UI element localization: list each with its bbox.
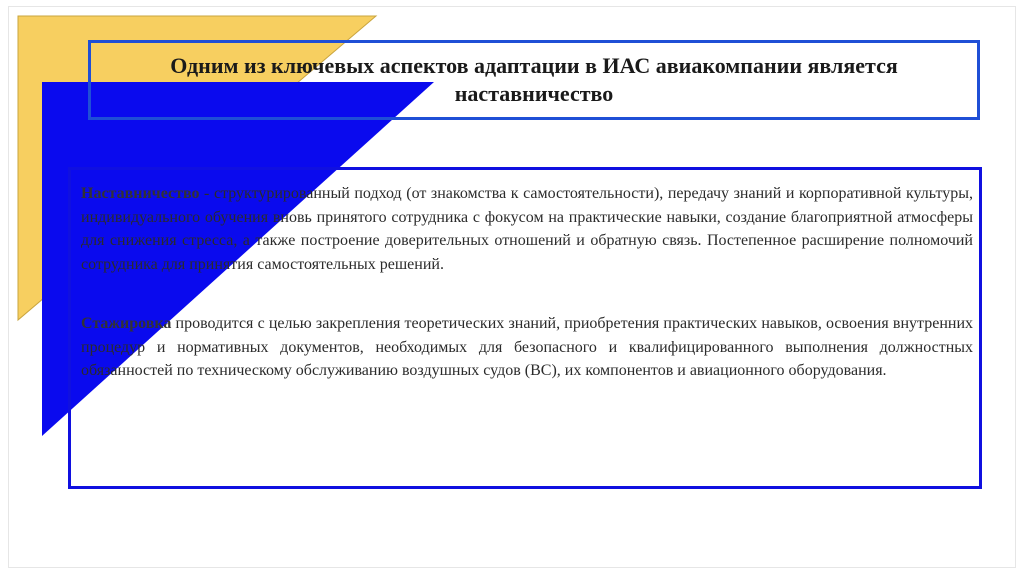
paragraph-mentoring [81,182,973,276]
term-internship: Стажировка [81,315,172,332]
paragraph-mentoring-text: - структурированный подход (от знакомства к самостоятельности), передачу знаний и корпоративной культуры, индивидуального обучения вновь принятого сотрудника с фокусом на практические навыки, создание благоприятной атмосферы для снижения стресса, а также построение доверительных отношений и обратную связь. Постепенное расширение полномочий сотрудника для принятия самостоятельных решений. [81,185,973,273]
paragraph-internship [81,312,973,383]
content-box [68,167,982,489]
paragraph-internship-text: проводится с целью закрепления теоретических знаний, приобретения практических навыков, освоения внутренних процедур и нормативных документов, необходимых для безопасного и квалифицированного выполнения должностных обязанностей по техническому обслуживанию воздушных судов (ВС), их компонентов и авиационного оборудования. [81,315,973,379]
title-box [88,40,980,120]
slide-title: Одним из ключевых аспектов адаптации в ИАС авиакомпании является наставничество [170,53,898,106]
term-mentoring: Наставничество [81,185,200,202]
content-text [81,182,973,383]
